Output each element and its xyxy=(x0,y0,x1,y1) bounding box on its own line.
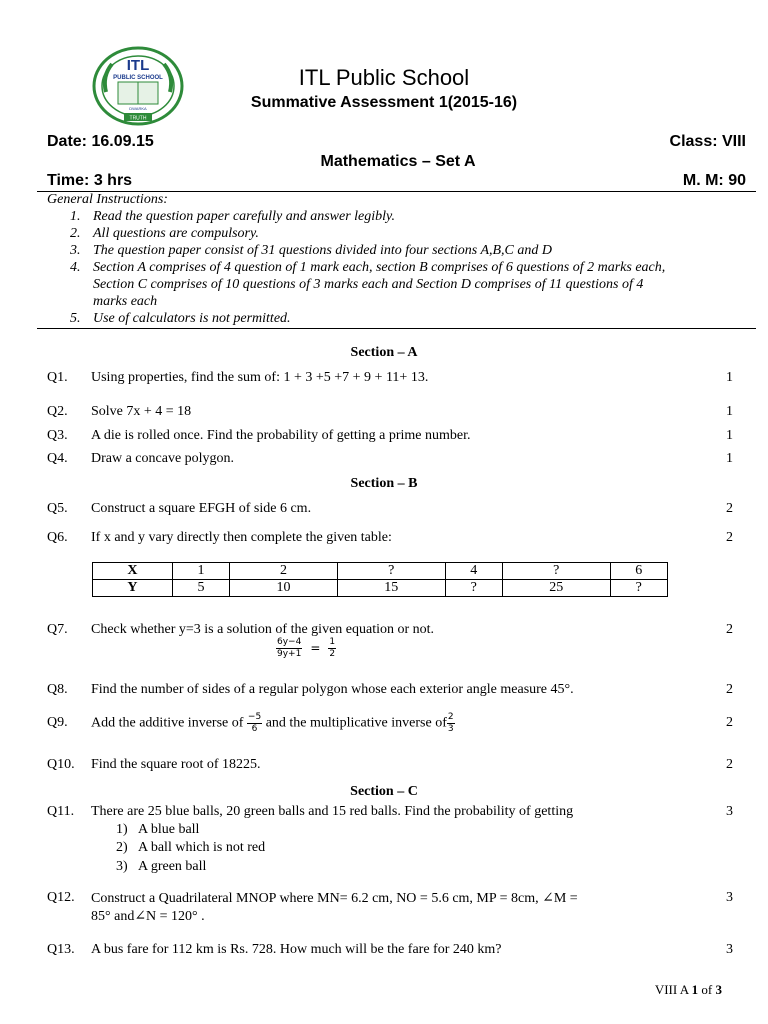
q9-fraction-2-num: 2 xyxy=(447,712,454,722)
question-number: Q13. xyxy=(47,942,75,957)
table-header-cell: Y xyxy=(93,580,173,597)
instruction-num: 1. xyxy=(70,209,81,224)
question-marks: 1 xyxy=(726,428,733,443)
question-text: There are 25 blue balls, 20 green balls and 15 red balls. Find the probability of getting xyxy=(91,804,574,819)
q9-fraction-1-num: −5 xyxy=(247,712,262,722)
xy-table xyxy=(92,562,668,597)
table-cell: 6 xyxy=(610,563,667,580)
logo-motto: TRUTH xyxy=(129,115,147,122)
logo-sub-text: DWARKA xyxy=(129,106,147,111)
instruction-item: All questions are compulsory. xyxy=(93,226,259,241)
q7-equation xyxy=(276,637,336,660)
question-marks: 2 xyxy=(726,715,733,730)
q9-text-a: Add the additive inverse of xyxy=(91,715,244,731)
question-text: Check whether y=3 is a solution of the given equation or not. xyxy=(91,622,435,637)
logo-top-text: ITL xyxy=(126,57,150,74)
question-text: A bus fare for 112 km is Rs. 728. How much will be the fare for 240 km? xyxy=(91,942,502,957)
footer-total: 3 xyxy=(715,982,722,997)
q9-text xyxy=(91,712,455,735)
footer-of: of xyxy=(698,982,716,997)
exam-date: Date: 16.09.15 xyxy=(47,133,154,150)
instruction-item: Section C comprises of 10 questions of 3 marks each and Section D comprises of 11 questions of 4 xyxy=(93,277,644,292)
option-text: A blue ball xyxy=(138,822,200,837)
table-cell: 2 xyxy=(230,563,338,580)
section-c-heading: Section – C xyxy=(350,784,418,799)
assessment-title: Summative Assessment 1(2015-16) xyxy=(250,94,518,111)
question-text: Construct a Quadrilateral MNOP where MN= 6.2 cm, NO = 5.6 cm, MP = 8cm, ∠M = xyxy=(91,891,578,906)
max-marks: M. M: 90 xyxy=(682,172,746,189)
table-cell: 10 xyxy=(230,580,338,597)
instruction-num: 4. xyxy=(70,260,81,275)
option-number: 2) xyxy=(116,840,128,855)
question-marks: 3 xyxy=(726,942,733,957)
question-marks: 2 xyxy=(726,757,733,772)
question-number: Q5. xyxy=(47,501,68,516)
option-number: 1) xyxy=(116,822,128,837)
footer-page: 1 xyxy=(691,982,699,997)
instruction-num: 5. xyxy=(70,311,81,326)
question-text: Using properties, find the sum of: 1 + 3 +5 +7 + 9 + 11+ 13. xyxy=(91,370,429,385)
instruction-num: 3. xyxy=(70,243,81,258)
table-cell: 25 xyxy=(502,580,610,597)
question-number: Q4. xyxy=(47,451,68,466)
table-header-cell: X xyxy=(93,563,173,580)
rhs-fraction xyxy=(328,637,336,660)
question-number: Q6. xyxy=(47,530,68,545)
table-cell: ? xyxy=(502,563,610,580)
question-marks: 2 xyxy=(726,501,733,516)
question-marks: 2 xyxy=(726,682,733,697)
question-marks: 1 xyxy=(726,451,733,466)
rhs-numerator: 1 xyxy=(329,637,336,647)
question-number: Q1. xyxy=(47,370,68,385)
section-b-heading: Section – B xyxy=(350,476,418,491)
instruction-item: Use of calculators is not permitted. xyxy=(93,311,291,326)
table-cell: 1 xyxy=(172,563,229,580)
table-row xyxy=(93,563,668,580)
table-cell: ? xyxy=(610,580,667,597)
q9-fraction-1-den: 6 xyxy=(251,724,258,734)
q9-fraction-2-den: 3 xyxy=(447,724,454,734)
question-text: A die is rolled once. Find the probability of getting a prime number. xyxy=(91,428,471,443)
instruction-item: marks each xyxy=(93,294,158,309)
lhs-fraction xyxy=(276,637,302,660)
q9-text-b: and the multiplicative inverse of xyxy=(265,715,447,731)
subject-title: Mathematics – Set A xyxy=(320,153,476,170)
question-text: Find the square root of 18225. xyxy=(91,757,261,772)
option-text: A ball which is not red xyxy=(138,840,266,855)
section-a-heading: Section – A xyxy=(350,345,418,360)
instructions-title: General Instructions: xyxy=(47,192,168,207)
page-footer xyxy=(655,982,722,998)
table-cell: 5 xyxy=(172,580,229,597)
table-cell: 4 xyxy=(445,563,502,580)
exam-time: Time: 3 hrs xyxy=(47,172,133,189)
instruction-item: Section A comprises of 4 question of 1 mark each, section B comprises of 6 questions of 2 marks each, xyxy=(93,260,666,275)
question-number: Q10. xyxy=(47,757,75,772)
question-number: Q2. xyxy=(47,404,68,419)
question-text: Draw a concave polygon. xyxy=(91,451,235,466)
rhs-denominator: 2 xyxy=(329,649,336,659)
instruction-num: 2. xyxy=(70,226,81,241)
question-text-continued: 85° and∠N = 120° . xyxy=(91,909,205,924)
lhs-numerator: 6y−4 xyxy=(277,637,302,647)
question-number: Q8. xyxy=(47,682,68,697)
option-text: A green ball xyxy=(138,859,207,874)
table-row xyxy=(93,580,668,597)
q9-fraction-2 xyxy=(447,712,455,735)
table-cell: ? xyxy=(445,580,502,597)
question-number: Q12. xyxy=(47,890,75,905)
table-cell: 15 xyxy=(337,580,445,597)
question-marks: 2 xyxy=(726,530,733,545)
question-text: Find the number of sides of a regular polygon whose each exterior angle measure 45°. xyxy=(91,682,574,697)
question-marks: 3 xyxy=(726,890,733,905)
footer-prefix: VIII A xyxy=(654,982,692,997)
question-text: Construct a square EFGH of side 6 cm. xyxy=(91,501,312,516)
lhs-denominator: 9y+1 xyxy=(277,649,302,659)
question-text: Solve 7x + 4 = 18 xyxy=(91,404,192,419)
question-text: If x and y vary directly then complete the given table: xyxy=(91,530,392,545)
instructions-divider xyxy=(37,328,756,329)
q9-fraction-1 xyxy=(247,712,262,735)
table-cell: ? xyxy=(337,563,445,580)
question-number: Q11. xyxy=(47,804,75,819)
question-marks: 3 xyxy=(726,804,733,819)
equals-sign: = xyxy=(310,641,321,656)
school-name: ITL Public School xyxy=(298,65,470,90)
instruction-item: The question paper consist of 31 questions divided into four sections A,B,C and D xyxy=(93,243,552,258)
instruction-item: Read the question paper carefully and answer legibly. xyxy=(93,209,395,224)
question-marks: 2 xyxy=(726,622,733,637)
question-number: Q9. xyxy=(47,715,68,730)
question-marks: 1 xyxy=(726,370,733,385)
exam-class: Class: VIII xyxy=(669,133,746,150)
logo-ring-text: PUBLIC SCHOOL xyxy=(113,75,163,81)
question-marks: 1 xyxy=(726,404,733,419)
option-number: 3) xyxy=(116,859,128,874)
question-number: Q7. xyxy=(47,622,68,637)
question-number: Q3. xyxy=(47,428,68,443)
